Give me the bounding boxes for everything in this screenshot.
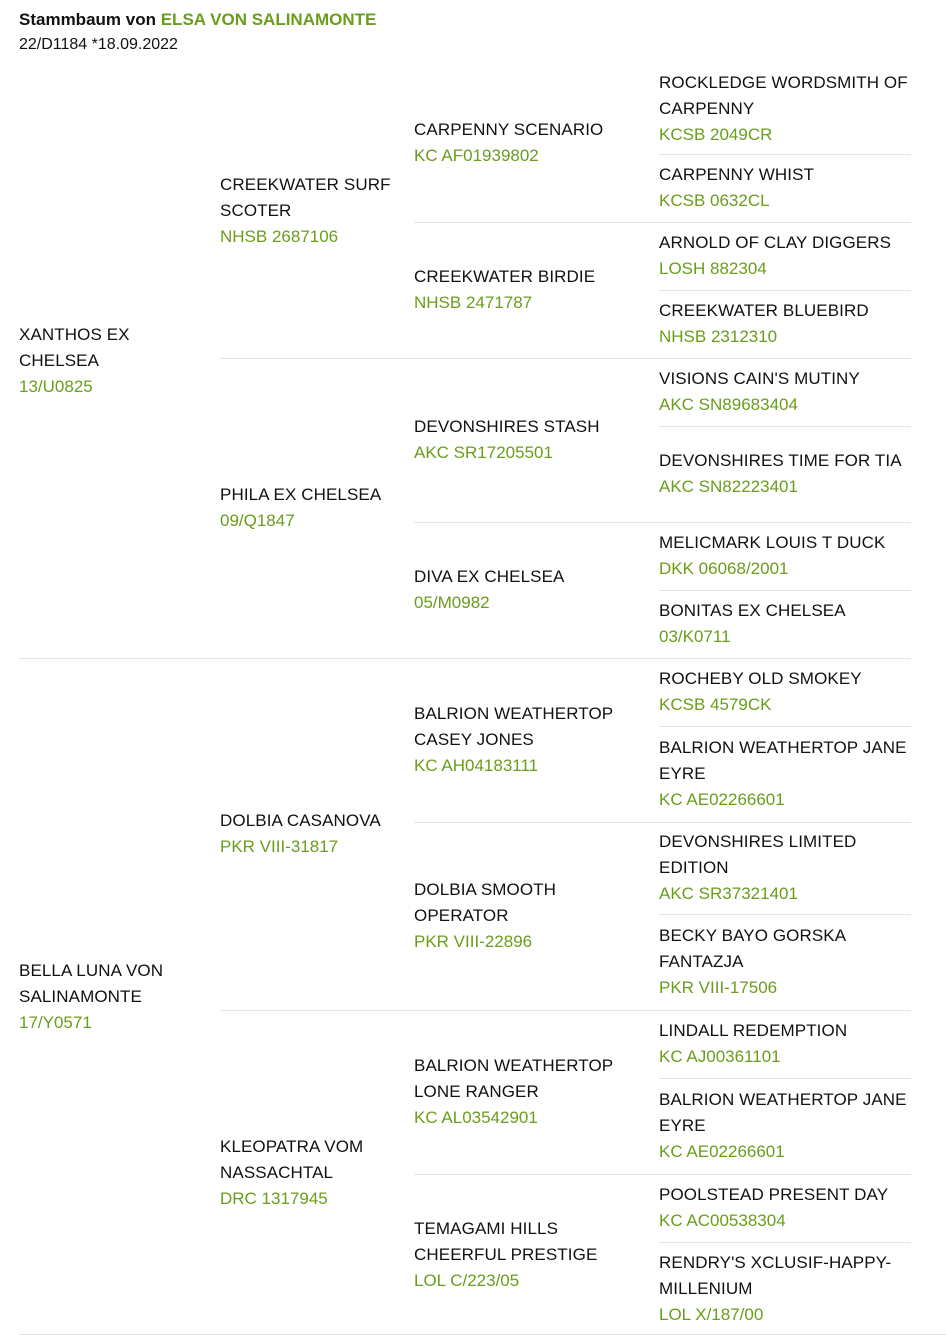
dog-name: BALRION WEATHERTOP JANE EYRE <box>659 738 907 783</box>
pedigree-gen3-entry <box>414 1010 650 1174</box>
pedigree-gen4-entry <box>659 726 911 822</box>
pedigree-gen4-entry <box>659 590 911 658</box>
row-divider <box>220 358 911 359</box>
dog-name: VISIONS CAIN'S MUTINY <box>659 369 860 388</box>
row-divider <box>659 426 911 427</box>
row-divider <box>659 1242 911 1243</box>
dog-name: DOLBIA SMOOTH OPERATOR <box>414 880 557 925</box>
dog-name: DOLBIA CASANOVA <box>220 811 381 830</box>
dog-name: BELLA LUNA VON SALINAMONTE <box>19 961 164 1006</box>
registration-number[interactable]: KCSB 2049CR <box>659 125 773 144</box>
dog-name: CREEKWATER BIRDIE <box>414 267 596 286</box>
row-divider <box>414 1174 911 1175</box>
pedigree-gen3-entry <box>414 822 650 1010</box>
pedigree-gen4-entry <box>659 1078 911 1174</box>
row-divider <box>19 658 911 659</box>
pedigree-header <box>19 8 376 57</box>
registration-number[interactable]: AKC SR37321401 <box>659 884 798 903</box>
pedigree-gen4-entry <box>659 64 911 154</box>
dog-name: DEVONSHIRES STASH <box>414 417 600 436</box>
row-divider <box>659 726 911 727</box>
registration-number[interactable]: 09/Q1847 <box>220 511 295 530</box>
dog-name: DEVONSHIRES TIME FOR TIA <box>659 451 902 470</box>
pedigree-gen2-entry <box>220 358 408 658</box>
pedigree-gen4-entry <box>659 154 911 222</box>
registration-number[interactable]: 13/U0825 <box>19 377 93 396</box>
pedigree-gen4-entry <box>659 522 911 590</box>
dog-name: ROCHEBY OLD SMOKEY <box>659 669 862 688</box>
registration-number[interactable]: PKR VIII-17506 <box>659 978 778 997</box>
pedigree-gen3-entry <box>414 222 650 358</box>
pedigree-gen3-entry <box>414 1174 650 1336</box>
pedigree-gen4-entry <box>659 658 911 726</box>
registration-number[interactable]: KC AE02266601 <box>659 790 785 809</box>
registration-number[interactable]: KC AJ00361101 <box>659 1047 781 1066</box>
page-title <box>19 8 376 32</box>
registration-number[interactable]: DRC 1317945 <box>220 1189 328 1208</box>
dog-registration-birthdate: 22/D1184 *18.09.2022 <box>19 36 178 53</box>
registration-number[interactable]: LOL C/223/05 <box>414 1271 520 1290</box>
dog-name: BONITAS EX CHELSEA <box>659 601 846 620</box>
dog-name: KLEOPATRA VOM NASSACHTAL <box>220 1137 364 1182</box>
dog-name: MELICMARK LOUIS T DUCK <box>659 533 886 552</box>
pedigree-gen4-entry <box>659 358 911 426</box>
pedigree-gen4-entry <box>659 1010 911 1078</box>
registration-number[interactable]: 17/Y0571 <box>19 1013 92 1032</box>
dog-name: CARPENNY SCENARIO <box>414 120 604 139</box>
dog-name: ROCKLEDGE WORDSMITH OF CARPENNY <box>659 73 908 118</box>
dog-name: BALRION WEATHERTOP CASEY JONES <box>414 704 613 749</box>
registration-number[interactable]: AKC SN82223401 <box>659 477 798 496</box>
dog-name-link[interactable]: ELSA VON SALINAMONTE <box>160 10 377 29</box>
pedigree-gen4-entry <box>659 222 911 290</box>
registration-number[interactable]: PKR VIII-31817 <box>220 837 339 856</box>
registration-number[interactable]: DKK 06068/2001 <box>659 559 789 578</box>
row-divider <box>220 1010 911 1011</box>
dog-name: DIVA EX CHELSEA <box>414 567 565 586</box>
registration-number[interactable]: 05/M0982 <box>414 593 490 612</box>
registration-number[interactable]: NHSB 2687106 <box>220 227 339 246</box>
pedigree-gen3-entry <box>414 64 650 222</box>
registration-number[interactable]: KC AL03542901 <box>414 1108 538 1127</box>
dog-name: DEVONSHIRES LIMITED EDITION <box>659 832 857 877</box>
pedigree-gen4-entry <box>659 822 911 914</box>
registration-number[interactable]: PKR VIII-22896 <box>414 932 533 951</box>
registration-number[interactable]: KC AF01939802 <box>414 146 539 165</box>
pedigree-gen3-entry <box>414 522 650 658</box>
dog-name: XANTHOS EX CHELSEA <box>19 325 130 370</box>
pedigree-gen2-entry <box>220 1010 408 1336</box>
row-divider <box>414 522 911 523</box>
registration-number[interactable]: NHSB 2312310 <box>659 327 778 346</box>
row-divider <box>414 822 911 823</box>
pedigree-gen3-entry <box>414 658 650 822</box>
registration-number[interactable]: LOSH 882304 <box>659 259 767 278</box>
dog-name: LINDALL REDEMPTION <box>659 1021 848 1040</box>
pedigree-sire <box>19 64 209 658</box>
dog-name: RENDRY'S XCLUSIF-HAPPY-MILLENIUM <box>659 1253 892 1298</box>
registration-number[interactable]: KC AH04183111 <box>414 756 539 775</box>
registration-number[interactable]: KCSB 4579CK <box>659 695 772 714</box>
registration-number[interactable]: 03/K0711 <box>659 627 731 646</box>
row-divider <box>659 154 911 155</box>
title-prefix: Stammbaum von <box>19 10 156 29</box>
dog-name: CARPENNY WHIST <box>659 165 815 184</box>
registration-number[interactable]: AKC SN89683404 <box>659 395 798 414</box>
dog-name: POOLSTEAD PRESENT DAY <box>659 1185 889 1204</box>
pedigree-gen2-entry <box>220 64 408 358</box>
dog-name: BECKY BAYO GORSKA FANTAZJA <box>659 926 846 971</box>
dog-name: ARNOLD OF CLAY DIGGERS <box>659 233 892 252</box>
dog-name: PHILA EX CHELSEA <box>220 485 382 504</box>
pedigree-gen4-entry <box>659 290 911 358</box>
registration-number[interactable]: LOL X/187/00 <box>659 1305 764 1324</box>
bottom-divider <box>19 1334 946 1335</box>
row-divider <box>414 222 911 223</box>
pedigree-gen4-entry <box>659 1242 911 1336</box>
registration-number[interactable]: KC AE02266601 <box>659 1142 785 1161</box>
registration-number[interactable]: AKC SR17205501 <box>414 443 553 462</box>
dog-name: CREEKWATER SURF SCOTER <box>220 175 391 220</box>
registration-number[interactable]: KC AC00538304 <box>659 1211 786 1230</box>
dog-name: BALRION WEATHERTOP JANE EYRE <box>659 1090 907 1135</box>
row-divider <box>659 1078 911 1079</box>
pedigree-gen4-entry <box>659 1174 911 1242</box>
row-divider <box>659 914 911 915</box>
row-divider <box>659 590 911 591</box>
pedigree-dam <box>19 658 209 1336</box>
dog-name: BALRION WEATHERTOP LONE RANGER <box>414 1056 613 1101</box>
pedigree-gen4-entry <box>659 914 911 1010</box>
registration-number[interactable]: KCSB 0632CL <box>659 191 770 210</box>
registration-number[interactable]: NHSB 2471787 <box>414 293 533 312</box>
pedigree-gen4-entry <box>659 426 911 522</box>
row-divider <box>659 290 911 291</box>
pedigree-gen3-entry <box>414 358 650 522</box>
pedigree-gen2-entry <box>220 658 408 1010</box>
dog-name: TEMAGAMI HILLS CHEERFUL PRESTIGE <box>414 1219 598 1264</box>
dog-name: CREEKWATER BLUEBIRD <box>659 301 869 320</box>
